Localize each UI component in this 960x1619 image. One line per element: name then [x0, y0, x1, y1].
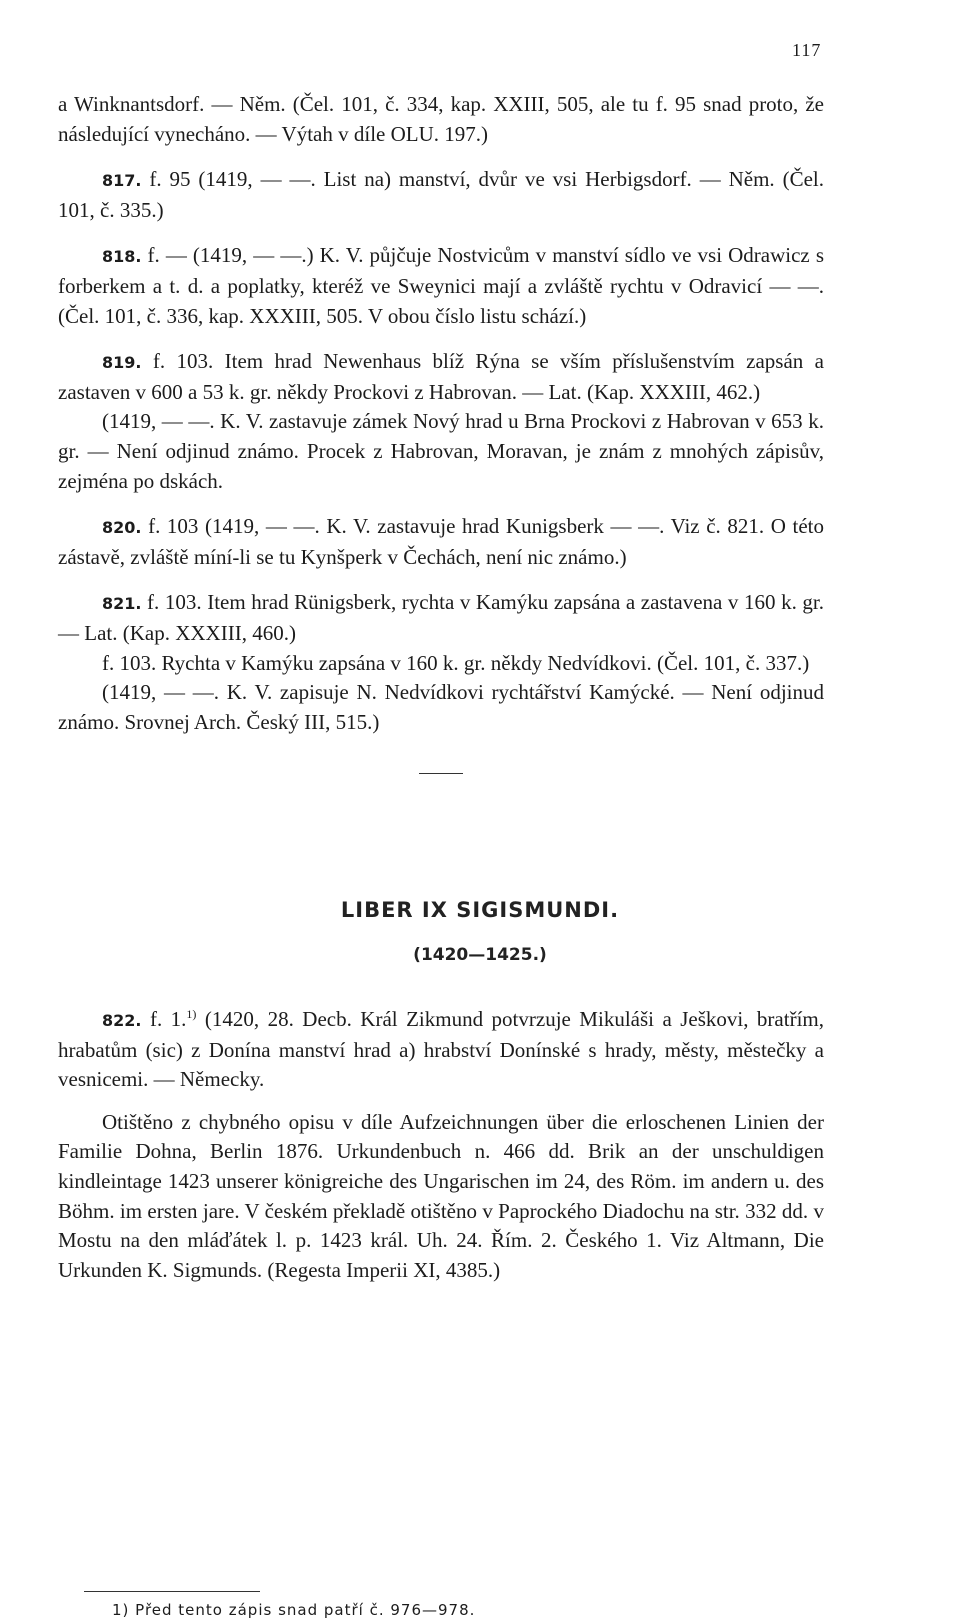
entry-number: 821. [102, 594, 142, 614]
entry-number: 822. [102, 1011, 142, 1030]
entry-822-note: Otištěno z chybného opisu v díle Aufzeichnungen über die erloschenen Linien der Familie Dohna, Berlin 1876. Urkundenbuch n. 466 dd. Brik an der unschuldigen kindleintage 1423 unserer königreiche des Ungarischen im 24, des Röm. im andern u. des Böhm. im ersten jare. V českém překladě otištěno v Paprockého Diadochu na str. 332 dd. v Mostu na den mláďátek l. p. 1423 král. Uh. 24. Řím. 2. Českého 1. Viz Altmann, Die Urkunden K. Sigmunds. (Regesta Imperii XI, 4385.) [58, 1109, 824, 1282]
section-divider [419, 773, 463, 774]
entry-number: 819. [102, 353, 142, 373]
section-title: LIBER IX SIGISMUNDI. [340, 898, 620, 922]
entry-text: f. 103. Item hrad Newenhaus blíž Rýna se vším příslušenstvím zapsán a zastaven v 600 a 53 k. gr. někdy Prockovi z Habrovan. — Lat. (Kap. XXXIII, 462.) [58, 349, 824, 404]
entry-text: (1420, 28. Decb. Král Zikmund potvrzuje Mikuláši a Ješkovi, bratřím, hrabatům (sic) z Donína manství hrad a) hrabství Donínské s hrady, městy, městečky a vesnicemi. — Německy. [58, 1007, 824, 1092]
entry-821-note: f. 103. Rychta v Kamýku zapsána v 160 k. gr. někdy Nedvídkovi. (Čel. 101, č. 337.) [102, 650, 810, 675]
entry-817 [58, 165, 824, 225]
entry-text: f. 103 (1419, — —. K. V. zastavuje hrad Kunigsberk — —. Viz č. 821. O této zástavě, zvláště míní-li se tu Kynšperk v Čechách, není nic známo.) [58, 514, 824, 569]
entry-text: f. 95 (1419, — —. List na) manství, dvůr ve vsi Herbigsdorf. — Něm. (Čel. 101, č. 335.) [58, 167, 824, 222]
entry-number: 817. [102, 171, 142, 191]
entry-819 [58, 347, 824, 407]
entry-continuation: a Winknantsdorf. — Něm. (Čel. 101, č. 334, kap. XXIII, 505, ale tu f. 95 snad proto, že následující vynecháno. — Výtah v díle OLU. 197.) [58, 92, 824, 146]
entry-821-note-2: (1419, — —. K. V. zapisuje N. Nedvídkovi rychtářství Kamýcké. — Není odjinud známo. Srovnej Arch. Český III, 515.) [58, 680, 824, 734]
entries-lower [58, 1005, 824, 1285]
footnote: 1) Před tento zápis snad patří č. 976—978. [112, 1601, 476, 1619]
footnote-ref: 1) [186, 1007, 197, 1021]
page-number: 117 [792, 40, 822, 60]
entry-text: f. 103. Item hrad Rünigsberk, rychta v Kamýku zapsána a zastavena v 160 k. gr. — Lat. (Kap. XXXIII, 460.) [58, 590, 824, 645]
entry-number: 818. [102, 247, 142, 267]
entries-upper [58, 90, 824, 774]
footnote-rule [84, 1591, 260, 1592]
entry-text: f. — (1419, — —.) K. V. půjčuje Nostvicům v manství sídlo ve vsi Odrawicz s forberkem a t. d. a poplatky, kteréž ve Sweynici mají a zvláště rychtu v Odravicí — —. (Čel. 101, č. 336, kap. XXXIII, 505. V obou číslo listu schází.) [58, 243, 824, 328]
entry-818 [58, 241, 824, 331]
entry-821 [58, 588, 824, 648]
entry-number: 820. [102, 518, 142, 538]
entry-822 [58, 1005, 824, 1095]
section-years: (1420—1425.) [413, 945, 547, 965]
entry-819-note: (1419, — —. K. V. zastavuje zámek Nový hrad u Brna Prockovi z Habrovan v 653 k. gr. — Není odjinud známo. Procek z Habrovan, Moravan, je znám z mnohých zápisův, zejména po dskách. [58, 409, 824, 493]
entry-text: f. 1. [141, 1007, 187, 1031]
entry-820 [58, 512, 824, 572]
